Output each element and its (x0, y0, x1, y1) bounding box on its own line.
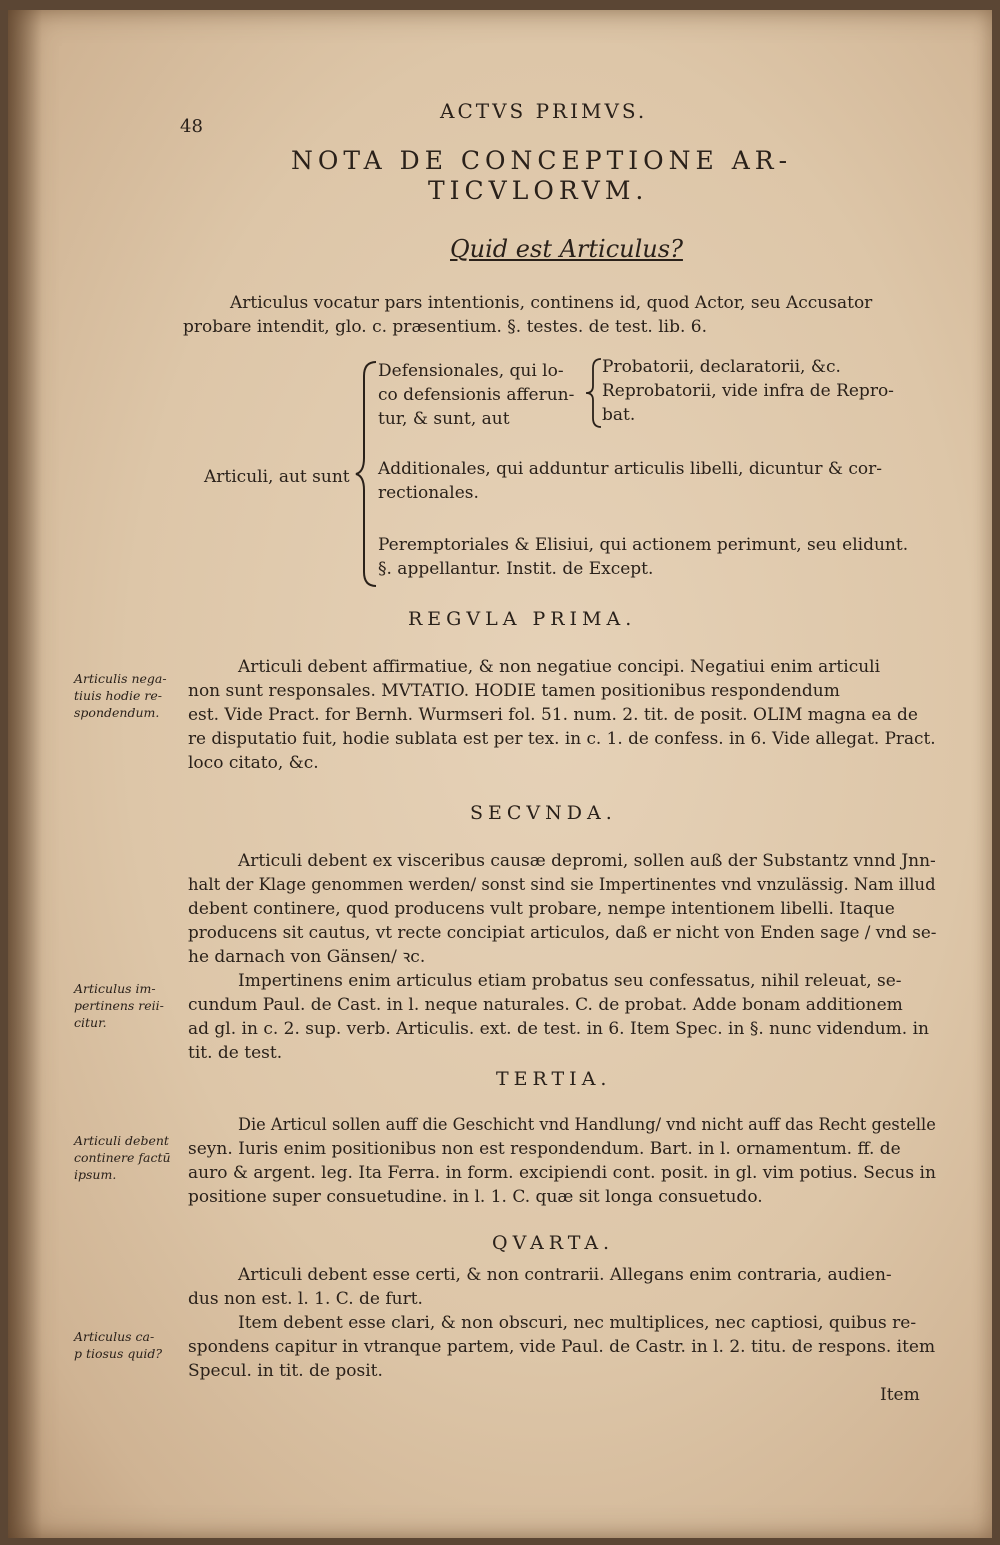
rule-2-line-2: halt der Klage genommen werden/ sonst sind sie Impertinentes vnd vnzulässig. Nam illud (188, 875, 936, 895)
rule-2-line-4: producens sit cautus, vt recte concipiat articulos, daß er nicht von Enden sage / vnd se- (188, 923, 937, 943)
rule-1-heading: REGVLA PRIMA. (408, 608, 637, 630)
rule-4-line-1: Articuli debent esse certi, & non contrarii. Allegans enim contraria, audien- (238, 1265, 892, 1285)
rule-2-line-6: Impertinens enim articulus etiam probatus seu confessatus, nihil releuat, se- (238, 971, 902, 991)
defensionales-sub-line-2: Reprobatorii, vide infra de Repro- (602, 381, 894, 401)
rule-2-heading: SECVNDA. (470, 802, 617, 824)
margin-note-line: Articuli debent (74, 1133, 169, 1148)
rule-3-line-3: auro & argent. leg. Ita Ferra. in form. excipiendi cont. posit. in gl. vim potius. Secus in (188, 1163, 936, 1183)
rule-4-line-5: Specul. in tit. de posit. (188, 1361, 383, 1381)
rule-4-line-2: dus non est. l. 1. C. de furt. (188, 1289, 423, 1309)
margin-note-line: citur. (74, 1015, 107, 1030)
margin-note-line: continere factū (74, 1150, 171, 1165)
rule-2-line-1: Articuli debent ex visceribus causæ depromi, sollen auß der Substantz vnnd Jnn- (238, 851, 936, 871)
defensionales-sub-line-3: bat. (602, 405, 636, 425)
definition-line-2: probare intendit, glo. c. præsentium. §. testes. de test. lib. 6. (183, 317, 708, 337)
rule-3-line-2: seyn. Iuris enim positionibus non est respondendum. Bart. in l. ornamentum. ff. de (188, 1139, 901, 1159)
rule-3-line-1: Die Articul sollen auff die Geschicht vnd Handlung/ vnd nicht auff das Recht gestelle (238, 1115, 936, 1135)
margin-note-line: p tiosus quid? (74, 1346, 163, 1361)
defensionales-line-3: tur, & sunt, aut (378, 409, 510, 429)
defensionales-line-2: co defensionis afferun- (378, 385, 575, 405)
margin-note-line: tiuis hodie re- (74, 688, 163, 703)
classification-root: Articuli, aut sunt (204, 467, 350, 487)
section-title-line-2: TICVLORVM. (428, 176, 649, 205)
page-number: 48 (180, 116, 203, 137)
page-gutter-shadow (8, 10, 42, 1538)
running-title: ACTVS PRIMVS. (440, 99, 648, 123)
rule-4-line-3: Item debent esse clari, & non obscuri, nec multiplices, nec captiosi, quibus re- (238, 1313, 917, 1333)
rule-1-line-4: re disputatio fuit, hodie sublata est per tex. in c. 1. de confess. in 6. Vide allegat. Pract. (188, 729, 936, 749)
rule-2-line-9: tit. de test. (188, 1043, 283, 1063)
rule-2-margin-note (74, 980, 174, 1031)
rule-3-line-4: positione super consuetudine. in l. 1. C. quæ sit longa consuetudo. (188, 1187, 763, 1207)
margin-note-line: pertinens reii- (74, 998, 164, 1013)
rule-3-heading: TERTIA. (496, 1068, 612, 1090)
rule-4-line-4: spondens capitur in vtranque partem, vide Paul. de Castr. in l. 2. titu. de respons. item (188, 1337, 936, 1357)
rule-3-margin-note (74, 1132, 174, 1183)
peremptoriales-line-1: Peremptoriales & Elisiui, qui actionem perimunt, seu elidunt. (378, 535, 909, 555)
book-page (8, 10, 992, 1538)
margin-note-line: Articulus im- (74, 981, 156, 996)
section-title-line-1: NOTA DE CONCEPTIONE AR- (291, 146, 793, 175)
defensionales-line-1: Defensionales, qui lo- (378, 361, 564, 381)
rule-1-line-3: est. Vide Pract. for Bernh. Wurmseri fol. 51. num. 2. tit. de posit. OLIM magna ea de (188, 705, 918, 725)
sub-brace-icon (584, 356, 604, 430)
margin-note-line: Articulis nega- (74, 671, 167, 686)
rule-2-line-7: cundum Paul. de Cast. in l. neque naturales. C. de probat. Adde bonam additionem (188, 995, 903, 1015)
section-subtitle: Quid est Articulus? (450, 235, 683, 263)
margin-note-line: ipsum. (74, 1167, 117, 1182)
catchword: Item (880, 1385, 920, 1405)
rule-4-margin-note (74, 1328, 174, 1362)
rule-1-line-1: Articuli debent affirmatiue, & non negatiue concipi. Negatiui enim articuli (238, 657, 881, 677)
definition-line-1: Articulus vocatur pars intentionis, continens id, quod Actor, seu Accusator (230, 293, 873, 313)
rule-1-line-2: non sunt responsales. MVTATIO. HODIE tamen positionibus respondendum (188, 681, 840, 701)
peremptoriales-line-2: §. appellantur. Instit. de Except. (378, 559, 654, 579)
rule-1-line-5: loco citato, &c. (188, 753, 319, 773)
rule-1-margin-note (74, 670, 174, 721)
additionales-line-1: Additionales, qui adduntur articulis libelli, dicuntur & cor- (378, 459, 883, 479)
rule-4-heading: QVARTA. (492, 1232, 615, 1254)
main-brace-icon (354, 358, 380, 590)
additionales-line-2: rectionales. (378, 483, 479, 503)
margin-note-line: Articulus ca- (74, 1329, 155, 1344)
defensionales-sub-line-1: Probatorii, declaratorii, &c. (602, 357, 841, 377)
rule-2-line-8: ad gl. in c. 2. sup. verb. Articulis. ext. de test. in 6. Item Spec. in §. nunc videndum. in (188, 1019, 929, 1039)
rule-2-line-3: debent continere, quod producens vult probare, nempe intentionem libelli. Itaque (188, 899, 895, 919)
rule-2-line-5: he darnach von Gänsen/ ꝛc. (188, 947, 426, 967)
margin-note-line: spondendum. (74, 705, 160, 720)
